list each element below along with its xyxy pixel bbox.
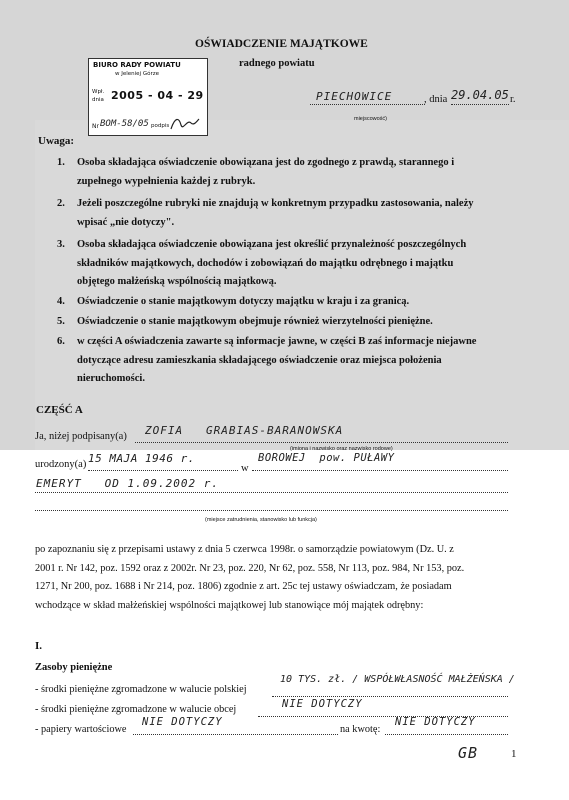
note-line: nieruchomości.: [77, 373, 145, 384]
registry-stamp: [88, 58, 208, 136]
stamp-dnia-label: dnia: [92, 97, 104, 103]
occupation-value: EMERYT OD 1.09.2002 r.: [36, 477, 219, 490]
note-number: 4.: [57, 296, 65, 307]
amount-value: NIE DOTYCZY: [395, 716, 476, 728]
statement-line: wchodzące w skład małżeńskiej wspólności majątkowej lub stanowiące mój majątek odrębny:: [35, 599, 424, 611]
document-title: OŚWIADCZENIE MAJĄTKOWE: [195, 38, 368, 50]
document-subtitle: radnego powiatu: [239, 58, 315, 69]
note-line: wpisać „nie dotyczy".: [77, 216, 175, 228]
ja-label: Ja, niżej podpisany(a): [35, 431, 127, 442]
amount-dotted-line: [385, 734, 508, 735]
date-prefix: , dnia: [424, 94, 448, 105]
note-line: objętego małżeńską wspólnością majątkową.: [77, 276, 277, 287]
pln-label: - środki pieniężne zgromadzone w walucie polskiej: [35, 684, 247, 695]
note-line: składników majątkowych, dochodów i zobowiązań do majątku odrębnego i majątku: [77, 257, 454, 269]
stamp-nr-label: Nr: [92, 123, 99, 130]
name-dotted-line: [135, 442, 508, 443]
notes-title: Uwaga:: [38, 135, 75, 147]
initials-signature: GB: [458, 744, 479, 762]
note-line: Oświadczenie o stanie majątkowym dotyczy majątku w kraju i za granicą.: [77, 296, 410, 307]
section-heading: Zasoby pieniężne: [35, 662, 113, 673]
part-a-heading: CZĘŚĆ A: [36, 404, 83, 416]
foreign-value: NIE DOTYCZY: [282, 698, 363, 710]
born-place-dotted-line: [252, 470, 508, 471]
name-value: ZOFIA GRABIAS-BARANOWSKA: [145, 424, 344, 437]
occupation-caption: (miejsce zatrudnienia, stanowisko lub funkcja): [205, 517, 317, 523]
securities-value: NIE DOTYCZY: [142, 716, 223, 728]
born-date-dotted-line: [88, 470, 238, 471]
statement-line: 1271, Nr 200, poz. 1688 i Nr 214, poz. 1806) zgodnie z art. 25c tej ustawy oświadczam, że posiadam: [35, 581, 452, 592]
note-line: Osoba składająca oświadczenie obowiązana jest do zgodnego z prawdą, starannego i: [77, 157, 455, 168]
note-number: 1.: [57, 157, 65, 168]
stamp-nr-value: BOM-58/05: [100, 119, 149, 129]
amount-label: na kwotę:: [340, 724, 381, 735]
date-suffix: r.: [510, 94, 516, 105]
note-line: Osoba składająca oświadczenie obowiązana jest określić przynależność poszczególnych: [77, 239, 467, 250]
stamp-wpl-label: Wpł.: [92, 89, 105, 95]
w-label: w: [241, 463, 249, 474]
date-dotted-line: [451, 104, 509, 105]
note-line: Oświadczenie o stanie majątkowym obejmuje również wierzytelności pieniężne.: [77, 316, 433, 327]
note-line: Jeżeli poszczególne rubryki nie znajdują w konkretnym przypadku zastosowania, należy: [77, 198, 474, 209]
date-value: 29.04.05: [451, 88, 509, 102]
securities-dotted-line: [133, 734, 338, 735]
stamp-signature: [169, 115, 201, 133]
statement-line: po zapoznaniu się z przepisami ustawy z dnia 5 czerwca 1998r. o samorządzie powiatowym (Dz. U. z: [35, 544, 454, 555]
place-dotted-line: [310, 104, 425, 105]
scan-shade-left: [0, 120, 35, 450]
stamp-date: 2005 - 04 - 29: [111, 89, 204, 102]
occupation-dotted-line-1: [35, 492, 508, 493]
born-date: 15 MAJA 1946 r.: [88, 452, 195, 465]
note-line: dotyczące adresu zamieszkania składającego oświadczenie oraz miejsca położenia: [77, 354, 442, 366]
note-number: 3.: [57, 239, 65, 250]
place-caption: miejscowość): [354, 116, 388, 122]
securities-label: - papiery wartościowe: [35, 724, 127, 735]
statement-paragraph: [35, 541, 545, 615]
name-caption: (imiona i nazwisko oraz nazwisko rodowe): [290, 446, 393, 452]
foreign-label: - środki pieniężne zgromadzone w walucie obcej: [35, 704, 237, 715]
stamp-office: BIURO RADY POWIATU: [93, 61, 181, 69]
page-number: 1: [511, 748, 517, 760]
pln-dotted-line: [272, 696, 508, 697]
born-label: urodzony(a): [35, 459, 87, 470]
pln-value: 10 TYS. zł. / WSPÓŁWŁASNOŚĆ MAŁŻEŃSKA /: [280, 674, 515, 685]
note-line: zupełnego wypełnienia każdej z rubryk.: [77, 175, 256, 187]
stamp-city: w Jeleniej Górze: [115, 71, 159, 77]
statement-line: 2001 r. Nr 142, poz. 1592 oraz z 2002r. Nr 23, poz. 220, Nr 62, poz. 558, Nr 113, poz. 984, Nr 153, poz.: [35, 562, 465, 574]
born-place: BOROWEJ pow. PUŁAWY: [258, 452, 395, 464]
note-number: 6.: [57, 336, 65, 347]
stamp-podpis-label: podpis: [151, 123, 170, 129]
note-number: 2.: [57, 198, 65, 209]
section-roman: I.: [35, 640, 43, 652]
place-value: PIECHOWICE: [316, 90, 393, 103]
note-line: w części A oświadczenia zawarte są informacje jawne, w części B zaś informacje niejawne: [77, 336, 477, 347]
occupation-dotted-line-2: [35, 510, 508, 511]
note-number: 5.: [57, 316, 65, 327]
